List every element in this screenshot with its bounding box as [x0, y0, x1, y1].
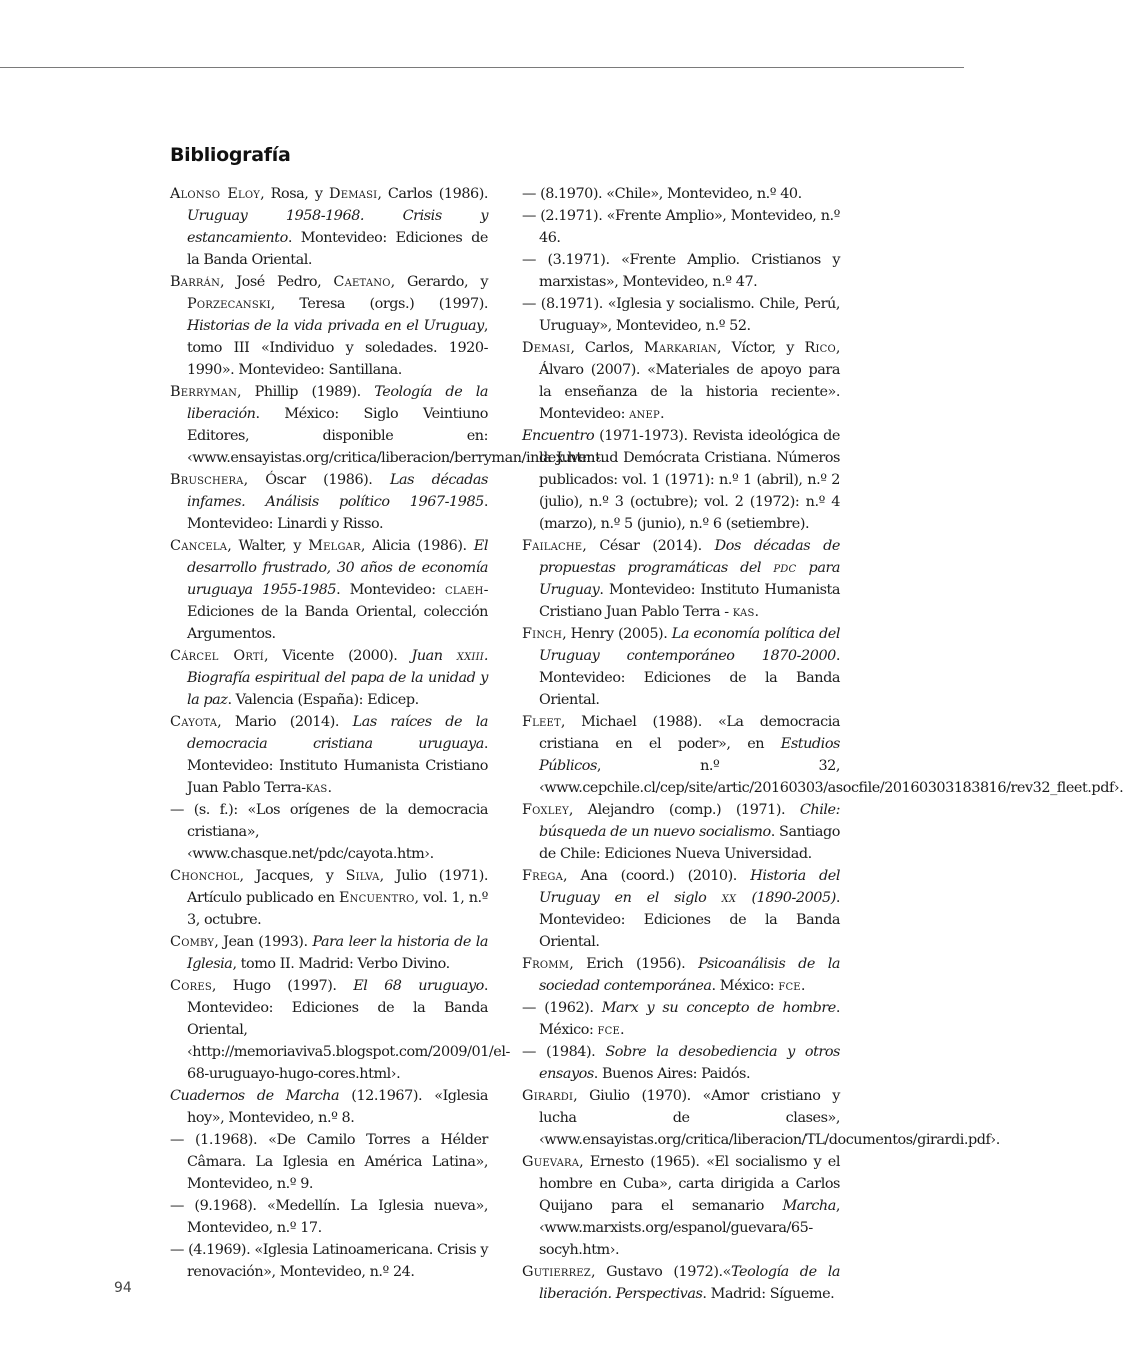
entry-text: , Ana (coord.) (2010). — [563, 868, 751, 884]
bibliography-entry — [522, 865, 840, 953]
entry-text: . México: — [539, 1000, 841, 1038]
entry-text: . Montevideo: Instituto Humanista Cristiano Juan Pablo Terra- — [187, 736, 488, 796]
entry-author: Cayota — [170, 714, 218, 730]
bibliography-entry — [522, 535, 840, 623]
bibliography-entry — [170, 535, 488, 645]
entry-title: La economía política del Uruguay contemporáneo 1870-2000 — [539, 626, 840, 664]
entry-abbreviation: anep — [629, 406, 660, 422]
entry-text: , ‹www.marxists.org/espanol/guevara/65-socyh.htm›. — [539, 1198, 840, 1258]
entry-author: Bruschera — [170, 472, 244, 488]
bibliography-entry — [170, 711, 488, 799]
entry-text: , Vicente (2000). — [263, 648, 412, 664]
bibliography-right-column — [522, 183, 1123, 1305]
bibliography-entry — [170, 183, 488, 271]
entry-author: Porzecanski — [187, 296, 271, 312]
entry-text: , Carlos (1986). — [377, 186, 489, 202]
entry-text: — (3.1971). «Frente Amplio. Cristianos y marxistas», Montevideo, n.º 47. — [522, 252, 840, 290]
entry-author: Fromm — [522, 956, 570, 972]
entry-title: Historia del Uruguay en el siglo — [539, 868, 840, 906]
entry-text: , Álvaro (2007). «Materiales de apoyo para la enseñanza de la historia reciente». Montevideo: — [539, 340, 840, 422]
entry-text: , vol. 1, n.º 3, octubre. — [187, 890, 488, 928]
entry-text: , tomo III «Individuo y soledades. 1920-1990». Montevideo: Santillana. — [187, 318, 488, 378]
entry-author: Markarian — [643, 340, 717, 356]
entry-title: Las raíces de la democracia cristiana uruguaya — [187, 714, 488, 752]
entry-text: . Santiago de Chile: Ediciones Nueva Universidad. — [539, 824, 840, 862]
entry-title: Teología de la liberación — [187, 384, 488, 422]
header-rule — [0, 67, 964, 68]
entry-text: . México: Siglo Veintiuno Editores, disponible en: ‹www.ensayistas.org/critica/liberacion/berryman/index.htm›. — [187, 406, 605, 466]
entry-text: (12.1967). «Iglesia hoy», Montevideo, n.º 8. — [187, 1088, 488, 1126]
entry-text: . Montevideo: Ediciones de la Banda Oriental. — [187, 230, 488, 268]
entry-text: . Valencia (España): Edicep. — [227, 692, 419, 708]
bibliography-entry — [522, 425, 840, 535]
entry-title: El 68 uruguayo — [353, 978, 484, 994]
entry-title: Juan — [411, 648, 457, 664]
bibliography-entry — [170, 799, 488, 865]
bibliography-entry — [522, 1151, 840, 1261]
entry-text: , tomo II. Madrid: Verbo Divino. — [232, 956, 450, 972]
entry-abbreviation: kas — [305, 780, 328, 796]
entry-text: . Montevideo: — [336, 582, 446, 598]
entry-text: . — [659, 406, 665, 422]
entry-text: , Rosa, y — [260, 186, 329, 202]
entry-title: Teología de la liberación. Perspectivas — [539, 1264, 840, 1302]
bibliography-entry — [522, 997, 840, 1041]
entry-author: Frega — [522, 868, 564, 884]
entry-title: Psicoanálisis de la sociedad contemporánea — [539, 956, 840, 994]
page-number: 94 — [114, 1280, 132, 1296]
entry-text: . — [800, 978, 805, 994]
entry-text: — (2.1971). «Frente Amplio», Montevideo, n.º 46. — [522, 208, 840, 246]
entry-text: . — [327, 780, 332, 796]
entry-text: , Gerardo, y — [390, 274, 488, 290]
entry-author: Girardi — [522, 1088, 574, 1104]
bibliography-entry — [170, 1239, 488, 1283]
entry-title: El desarrollo frustrado, 30 años de economía uruguaya 1955-1985 — [187, 538, 488, 598]
entry-author: Barrán — [170, 274, 221, 290]
entry-title: Para leer la historia de la Iglesia — [187, 934, 489, 972]
entry-text: , Hugo (1997). — [211, 978, 354, 994]
entry-text: , Walter, y — [227, 538, 309, 554]
entry-text: , Gustavo (1972).« — [590, 1264, 732, 1280]
entry-text: — (8.1971). «Iglesia y socialismo. Chile, Perú, Uruguay», Montevideo, n.º 52. — [522, 296, 840, 334]
bibliography-entry — [170, 975, 510, 1085]
entry-text: . Montevideo: Instituto Humanista Cristiano Juan Pablo Terra - — [539, 582, 840, 620]
bibliography-entry — [522, 799, 840, 865]
bibliography-entry — [170, 931, 488, 975]
entry-text: , Henry (2005). — [562, 626, 672, 642]
entry-title: Historias de la vida privada en el Uruguay — [187, 318, 484, 334]
entry-author: Cancela — [170, 538, 228, 554]
entry-text: — (1.1968). «De Camilo Torres a Hélder Câmara. La Iglesia en América Latina», Montevideo, n.º 9. — [170, 1132, 488, 1192]
bibliography-entry — [170, 271, 488, 381]
entry-title: Chile: búsqueda de un nuevo socialismo — [539, 802, 840, 840]
bibliography-entry — [170, 1129, 488, 1195]
entry-text: — (8.1970). «Chile», Montevideo, n.º 40. — [522, 186, 802, 202]
entry-abbreviation: fce — [778, 978, 801, 994]
entry-text: , Jean (1993). — [214, 934, 313, 950]
bibliography-entry — [522, 249, 840, 293]
bibliography-entry — [522, 953, 840, 997]
bibliography-entry — [522, 337, 840, 425]
entry-title: Cuadernos de Marcha — [170, 1088, 340, 1104]
entry-text: — (1984). — [522, 1044, 606, 1060]
entry-author: Cores — [170, 978, 212, 994]
bibliography-entry — [522, 1041, 840, 1085]
bibliography-entry — [170, 865, 488, 931]
entry-text: , Jacques, y — [239, 868, 346, 884]
entry-title: xx — [721, 890, 737, 906]
page-heading: Bibliografía — [170, 143, 291, 166]
bibliography-entry — [170, 1085, 488, 1129]
entry-abbreviation: kas — [732, 604, 755, 620]
bibliography-entry — [522, 623, 840, 711]
entry-text: . — [620, 1022, 625, 1038]
entry-text: , César (2014). — [582, 538, 715, 554]
entry-title: Marcha — [782, 1198, 836, 1214]
entry-author: Cárcel Ortí — [170, 648, 264, 664]
entry-text: , Alicia (1986). — [360, 538, 474, 554]
bibliography-entry — [522, 1261, 840, 1305]
entry-author: Fleet — [522, 714, 561, 730]
bibliography-entry — [522, 183, 840, 205]
entry-text: , Julio (1971). Artículo publicado en — [187, 868, 488, 906]
entry-text: . Montevideo: Linardi y Risso. — [187, 494, 488, 532]
entry-author: Demasi — [522, 340, 571, 356]
entry-text: , Alejandro (comp.) (1971). — [568, 802, 800, 818]
entry-text: , Erich (1956). — [569, 956, 699, 972]
entry-text: , n.º 32, ‹www.cepchile.cl/cep/site/artic/20160303/asocfile/20160303183816/rev32_fleet.pdf›. — [539, 758, 1123, 796]
entry-title: Las décadas infames. Análisis político 1967-1985 — [187, 472, 488, 510]
bibliography-entry — [522, 711, 1123, 799]
entry-text: . Buenos Aires: Paidós. — [593, 1066, 751, 1082]
entry-title: pdc — [773, 560, 797, 576]
entry-title: Uruguay 1958-1968. Crisis y estancamiento — [187, 208, 488, 246]
entry-author: Gutierrez — [522, 1264, 591, 1280]
bibliography-entry — [522, 293, 840, 337]
bibliography-entry — [170, 1195, 488, 1239]
entry-author: Foxley — [522, 802, 569, 818]
entry-title: xxiii — [456, 648, 484, 664]
entry-author: Rico — [804, 340, 836, 356]
entry-title: Marx y su concepto de hombre — [601, 1000, 836, 1016]
entry-text: , Phillip (1989). — [237, 384, 375, 400]
entry-text: . Montevideo: Ediciones de la Banda Oriental, ‹http://memoriaviva5.blogspot.com/2009/01/el-68-uruguayo-hugo-cores.html›. — [187, 978, 510, 1082]
entry-author: Alonso Eloy — [170, 186, 261, 202]
entry-author: Melgar — [308, 538, 361, 554]
entry-title: . Biografía espiritual del papa de la unidad y la paz — [187, 648, 488, 708]
bibliography-entry — [170, 469, 488, 535]
entry-abbreviation: fce — [597, 1022, 621, 1038]
entry-title: Dos décadas de propuestas programáticas del — [539, 538, 840, 576]
entry-text: , Mario (2014). — [217, 714, 353, 730]
entry-title: Estudios Públicos — [539, 736, 840, 774]
entry-text: , Ernesto (1965). «El socialismo y el hombre en Cuba», carta dirigida a Carlos Quijano para el semanario — [539, 1154, 840, 1214]
entry-text: , José Pedro, — [220, 274, 334, 290]
entry-text: (1971-1973). Revista ideológica de la Juventud Demócrata Cristiana. Números publicados: vol. 1 (1971): n.º 1 (abril), n.º 2 (julio), n.º 3 (octubre); vol. 2 (1972): n.º 4 (marzo), n.º 5 (junio), n.º 6 (setiembre). — [539, 428, 840, 532]
entry-text: . — [754, 604, 759, 620]
entry-text: . México: — [711, 978, 779, 994]
bibliography-entry — [170, 645, 488, 711]
entry-text: — (9.1968). «Medellín. La Iglesia nueva», Montevideo, n.º 17. — [170, 1198, 488, 1236]
entry-text: . Montevideo: Ediciones de la Banda Oriental. — [539, 648, 840, 708]
entry-author: Finch — [522, 626, 563, 642]
entry-text: . Madrid: Sígueme. — [702, 1286, 835, 1302]
entry-text: — (s. f.): «Los orígenes de la democracia cristiana», ‹www.chasque.net/pdc/cayota.htm›. — [170, 802, 488, 862]
entry-title: Encuentro — [522, 428, 595, 444]
entry-author: Caetano — [333, 274, 391, 290]
entry-author: Failache — [522, 538, 583, 554]
entry-author: Chonchol — [170, 868, 240, 884]
entry-text: , Víctor, y — [716, 340, 805, 356]
entry-title: para Uruguay — [539, 560, 841, 598]
entry-author: Guevara — [522, 1154, 580, 1170]
entry-author: Encuentro — [338, 890, 415, 906]
entry-author: Silva — [345, 868, 380, 884]
entry-abbreviation: claeh — [445, 582, 484, 598]
entry-title: Sobre la desobediencia y otros ensayos — [539, 1044, 840, 1082]
entry-title: (1890-2005) — [736, 890, 836, 906]
entry-text: -Ediciones de la Banda Oriental, colección Argumentos. — [187, 582, 488, 642]
entry-text: , Óscar (1986). — [243, 472, 390, 488]
entry-text: , Teresa (orgs.) (1997). — [270, 296, 488, 312]
bibliography-entry — [522, 1085, 1000, 1151]
entry-text: — (1962). — [522, 1000, 602, 1016]
entry-author: Berryman — [170, 384, 238, 400]
entry-author: Comby — [170, 934, 215, 950]
entry-text: , Carlos, — [570, 340, 644, 356]
entry-text: , Michael (1988). «La democracia cristiana en el poder», en — [539, 714, 840, 752]
entry-text: — (4.1969). «Iglesia Latinoamericana. Crisis y renovación», Montevideo, n.º 24. — [170, 1242, 488, 1280]
entry-text: . Montevideo: Ediciones de la Banda Oriental. — [539, 890, 841, 950]
entry-text: , Giulio (1970). «Amor cristiano y lucha de clases», ‹www.ensayistas.org/critica/liberacion/TL/documentos/girardi.pdf›. — [539, 1088, 1000, 1148]
entry-author: Demasi — [329, 186, 378, 202]
bibliography-entry — [522, 205, 840, 249]
